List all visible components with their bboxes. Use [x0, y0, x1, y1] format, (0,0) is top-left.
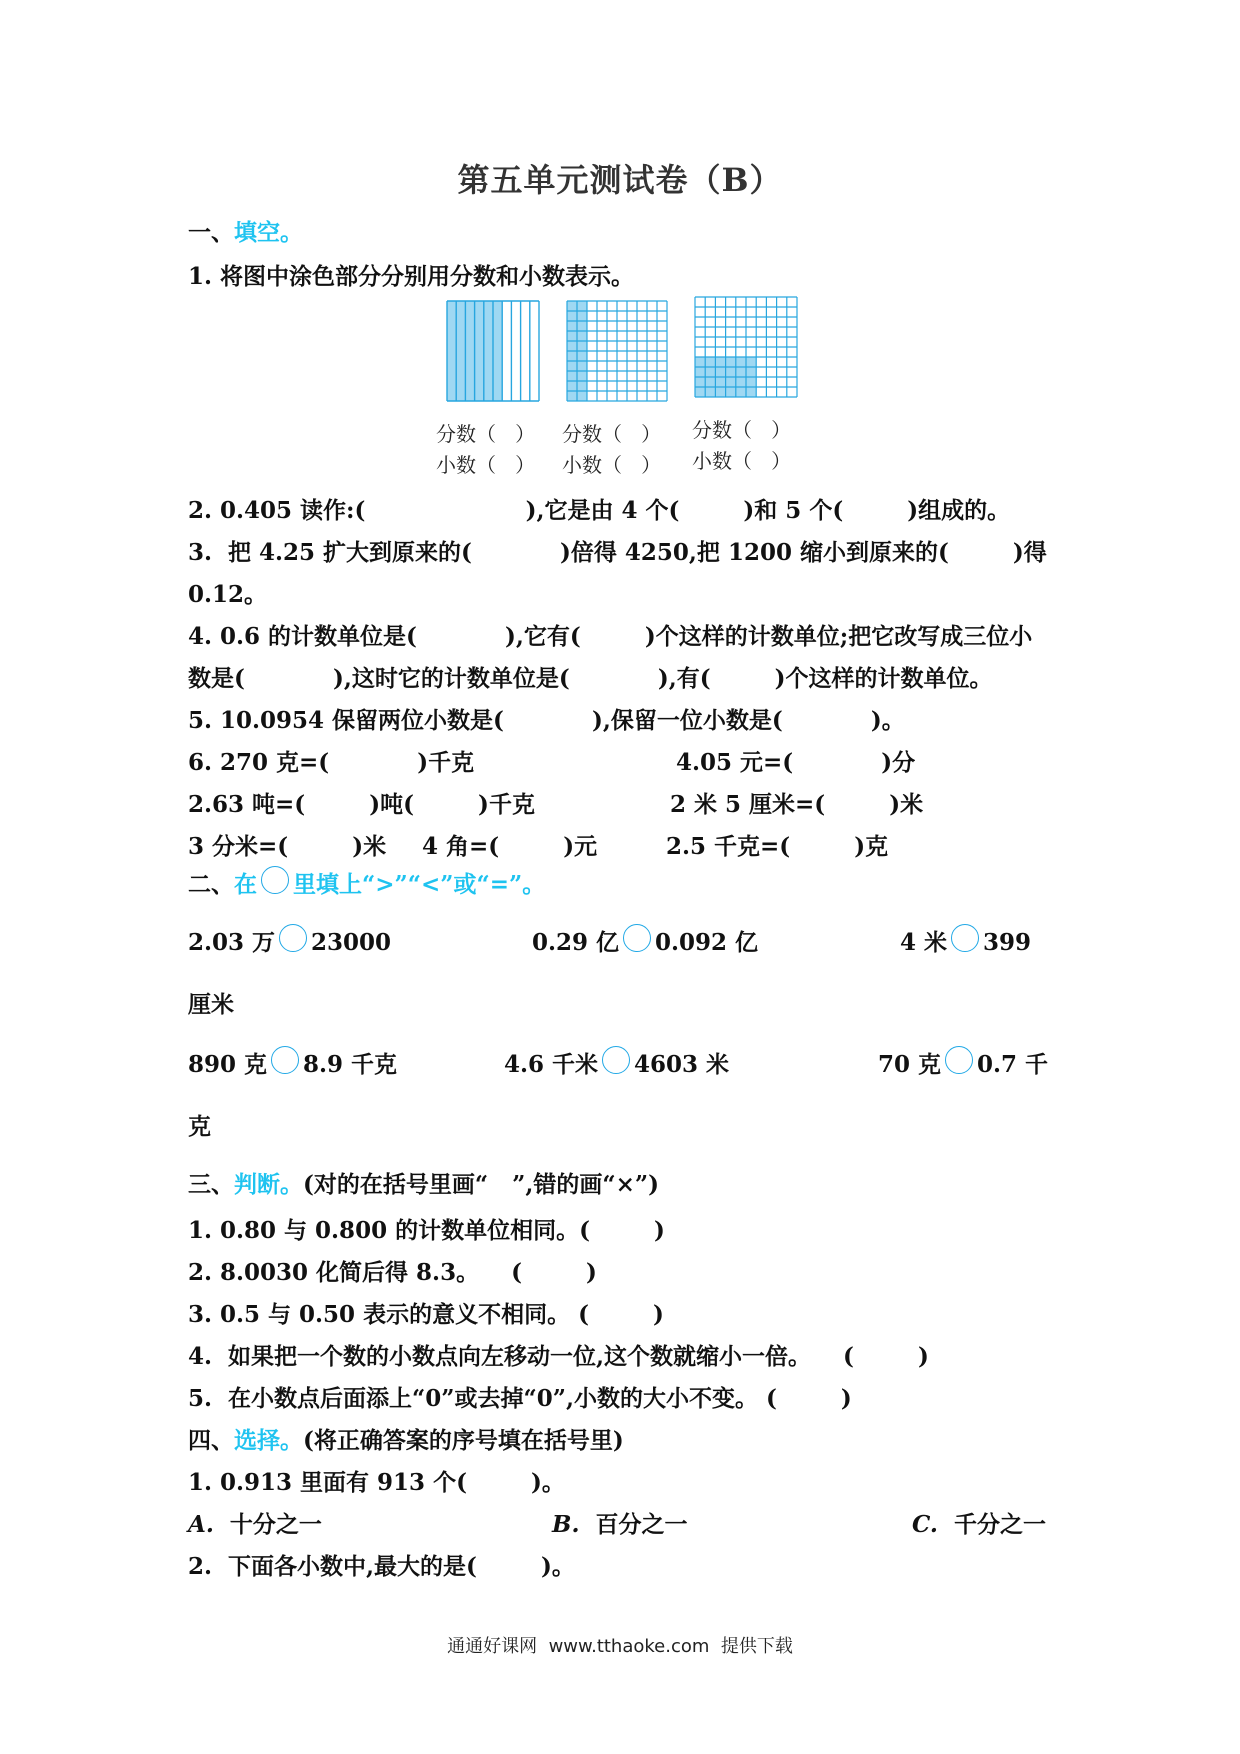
- answer-circle[interactable]: [623, 924, 651, 952]
- section-3-heading: [188, 1166, 659, 1199]
- question-3-3: 3. 0.5 与 0.50 表示的意义不相同。 ( ): [188, 1301, 664, 1328]
- question-1-6-row3-b: 4 角=( )元: [422, 833, 598, 860]
- compare-right: 23000: [311, 929, 392, 956]
- fig2-decimal-label: 小数（ ）: [562, 453, 662, 477]
- fig1-decimal-label: 小数（ ）: [436, 453, 536, 477]
- compare-item-3: [900, 924, 1031, 957]
- question-1-3a: 3. 把 4.25 扩大到原来的( )倍得 4250,把 1200 缩小到原来的( )得: [188, 539, 1047, 566]
- question-1-4b: 数是( ),这时它的计数单位是( ),有( )个这样的计数单位。: [188, 665, 993, 692]
- compare-left: 0.29 亿: [532, 929, 620, 956]
- comparison-circle-icon: [261, 866, 289, 894]
- question-1-5: 5. 10.0954 保留两位小数是( ),保留一位小数是( )。: [188, 707, 905, 734]
- option-letter: A.: [188, 1511, 214, 1538]
- compare-left: 4.6 千米: [504, 1051, 599, 1078]
- question-1-6-row2-a: 2.63 吨=( )吨( )千克: [188, 791, 535, 818]
- answer-circle[interactable]: [602, 1046, 630, 1074]
- option-c: [912, 1506, 1046, 1539]
- question-1-6-row1-b: 4.05 元=( )分: [676, 749, 916, 776]
- section-note: (对的在括号里画“ ”,错的画“×”): [303, 1171, 659, 1198]
- question-1-1: 1. 将图中涂色部分分别用分数和小数表示。: [188, 263, 635, 290]
- figure-hundredths-grid-b: [694, 296, 798, 398]
- section-number: 四、: [188, 1427, 234, 1454]
- option-letter: C.: [912, 1511, 938, 1538]
- option-text: 千分之一: [953, 1511, 1046, 1538]
- compare-item-3-wrap: 厘米: [188, 991, 234, 1018]
- compare-right: 8.9 千克: [303, 1051, 398, 1078]
- compare-item-6: [878, 1046, 1048, 1079]
- question-1-3b: 0.12。: [188, 581, 268, 608]
- section-label: 选择。: [234, 1427, 303, 1454]
- compare-item-6-wrap: 克: [188, 1113, 211, 1140]
- compare-left: 2.03 万: [188, 929, 276, 956]
- fig2-fraction-label: 分数（ ）: [562, 422, 662, 446]
- answer-circle[interactable]: [945, 1046, 973, 1074]
- section-label: 填空。: [234, 219, 303, 246]
- compare-item-5: [504, 1046, 729, 1079]
- section-1-heading: [188, 214, 303, 247]
- compare-item-4: [188, 1046, 397, 1079]
- fig3-decimal-label: 小数（ ）: [692, 449, 792, 473]
- answer-circle[interactable]: [279, 924, 307, 952]
- section-number: 三、: [188, 1171, 234, 1198]
- compare-right: 4603 米: [634, 1051, 730, 1078]
- option-a: [188, 1506, 322, 1539]
- answer-circle[interactable]: [951, 924, 979, 952]
- section-label-rest: 里填上“>”“<”或“=”。: [293, 871, 546, 898]
- fig3-fraction-label: 分数（ ）: [692, 418, 792, 442]
- compare-item-1: [188, 924, 391, 957]
- section-number: 二、: [188, 871, 234, 898]
- question-4-2: 2. 下面各小数中,最大的是( )。: [188, 1553, 575, 1580]
- compare-right: 0.7 千: [977, 1051, 1049, 1078]
- question-1-4a: 4. 0.6 的计数单位是( ),它有( )个这样的计数单位;把它改写成三位小: [188, 623, 1033, 650]
- question-1-6-row3-c: 2.5 千克=( )克: [666, 833, 889, 860]
- option-b: [552, 1506, 687, 1539]
- compare-left: 4 米: [900, 929, 948, 956]
- question-1-2: 2. 0.405 读作:( ),它是由 4 个( )和 5 个( )组成的。: [188, 497, 1011, 524]
- question-1-6-row1-a: 6. 270 克=( )千克: [188, 749, 475, 776]
- section-label: 在: [234, 871, 257, 898]
- question-1-6-row2-b: 2 米 5 厘米=( )米: [670, 791, 924, 818]
- question-3-5: 5. 在小数点后面添上“0”或去掉“0”,小数的大小不变。 ( ): [188, 1385, 852, 1412]
- fig1-fraction-label: 分数（ ）: [436, 422, 536, 446]
- option-text: 百分之一: [595, 1511, 688, 1538]
- question-1-6-row3-a: 3 分米=( )米: [188, 833, 387, 860]
- question-4-1: 1. 0.913 里面有 913 个( )。: [188, 1469, 565, 1496]
- compare-right: 0.092 亿: [655, 929, 759, 956]
- section-label: 判断。: [234, 1171, 303, 1198]
- question-3-4: 4. 如果把一个数的小数点向左移动一位,这个数就缩小一倍。 ( ): [188, 1343, 929, 1370]
- compare-item-2: [532, 924, 758, 957]
- option-letter: B.: [552, 1511, 580, 1538]
- figure-tenths-strips: [446, 300, 540, 402]
- section-4-heading: [188, 1422, 624, 1455]
- page-title: 第五单元测试卷（B）: [457, 161, 783, 199]
- section-number: 一、: [188, 219, 234, 246]
- footer-source: 通通好课网 www.tthaoke.com 提供下载: [447, 1636, 793, 1657]
- option-text: 十分之一: [229, 1511, 322, 1538]
- answer-circle[interactable]: [271, 1046, 299, 1074]
- section-2-heading: [188, 866, 545, 899]
- section-note: (将正确答案的序号填在括号里): [303, 1427, 624, 1454]
- compare-left: 890 克: [188, 1051, 268, 1078]
- figure-hundredths-grid-a: [566, 300, 668, 402]
- compare-right: 399: [983, 929, 1032, 956]
- question-3-2: 2. 8.0030 化简后得 8.3。 ( ): [188, 1259, 597, 1286]
- compare-left: 70 克: [878, 1051, 942, 1078]
- question-3-1: 1. 0.80 与 0.800 的计数单位相同。( ): [188, 1217, 665, 1244]
